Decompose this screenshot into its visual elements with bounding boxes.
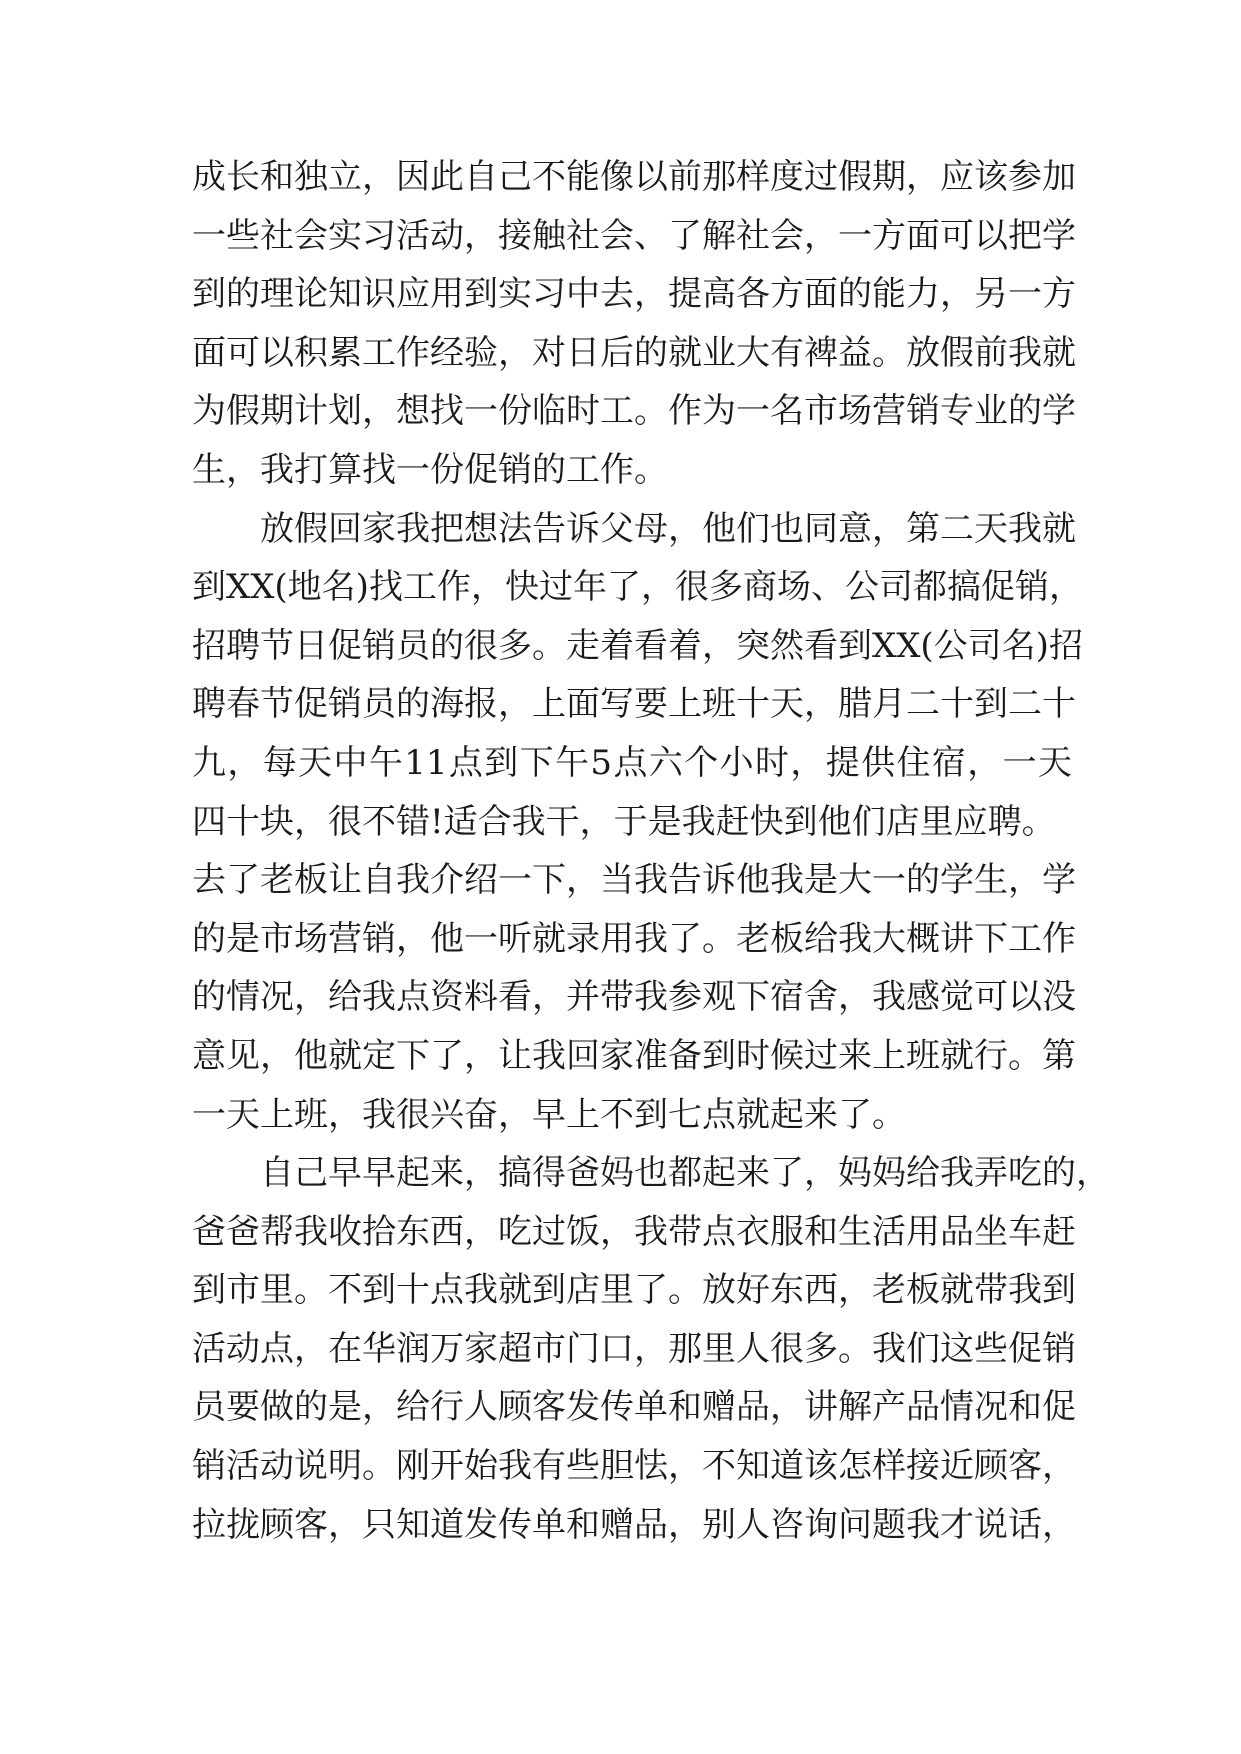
text-line: 到XX(地名)找工作，快过年了，很多商场、公司都搞促销， [192,567,1083,608]
text-line: 去了老板让自我介绍一下，当我告诉他我是大一的学生，学 [192,860,1076,901]
text-line: 到市里。不到十点我就到店里了。放好东西，老板就带我到 [192,1270,1076,1311]
text-line: 的是市场营销，他一听就录用我了。老板给我大概讲下工作 [192,918,1076,959]
text-line: 到的理论知识应用到实习中去，提高各方面的能力，另一方 [192,274,1076,315]
text-line: 爸爸帮我收拾东西，吃过饭，我带点衣服和生活用品坐车赶 [192,1211,1076,1252]
document-body [192,148,1110,1554]
text-line: 为假期计划，想找一份临时工。作为一名市场营销专业的学 [192,391,1076,432]
paragraph-first-line: 放假回家我把想法告诉父母，他们也同意，第二天我就 [260,508,1076,549]
text-line: 销活动说明。刚开始我有些胆怯，不知道该怎样接近顾客， [192,1446,1076,1487]
text-line: 意见，他就定下了，让我回家准备到时候过来上班就行。第 [192,1035,1076,1076]
text-line: 生，我打算找一份促销的工作。 [192,449,668,490]
text-line: 四十块，很不错!适合我干，于是我赶快到他们店里应聘。 [192,801,1056,842]
text-line: 员要做的是，给行人顾客发传单和赠品，讲解产品情况和促 [192,1387,1076,1428]
text-line: 一天上班，我很兴奋，早上不到七点就起来了。 [192,1094,906,1135]
text-line: 面可以积累工作经验，对日后的就业大有裨益。放假前我就 [192,332,1076,373]
paragraph-first-line: 自己早早起来，搞得爸妈也都起来了，妈妈给我弄吃的， [260,1153,1110,1194]
text-line: 招聘节日促销员的很多。走着看着，突然看到XX(公司名)招 [192,625,1083,666]
text-line: 拉拢顾客，只知道发传单和赠品，别人咨询问题我才说话， [192,1504,1076,1545]
text-line: 九，每天中午11点到下午5点六个小时，提供住宿，一天 [192,742,1072,783]
text-line: 的情况，给我点资料看，并带我参观下宿舍，我感觉可以没 [192,977,1076,1018]
text-line: 聘春节促销员的海报，上面写要上班十天，腊月二十到二十 [192,684,1076,725]
text-line: 成长和独立，因此自己不能像以前那样度过假期，应该参加 [192,157,1076,197]
text-line: 活动点，在华润万家超市门口，那里人很多。我们这些促销 [192,1328,1076,1369]
text-line: 一些社会实习活动，接触社会、了解社会，一方面可以把学 [192,215,1076,256]
